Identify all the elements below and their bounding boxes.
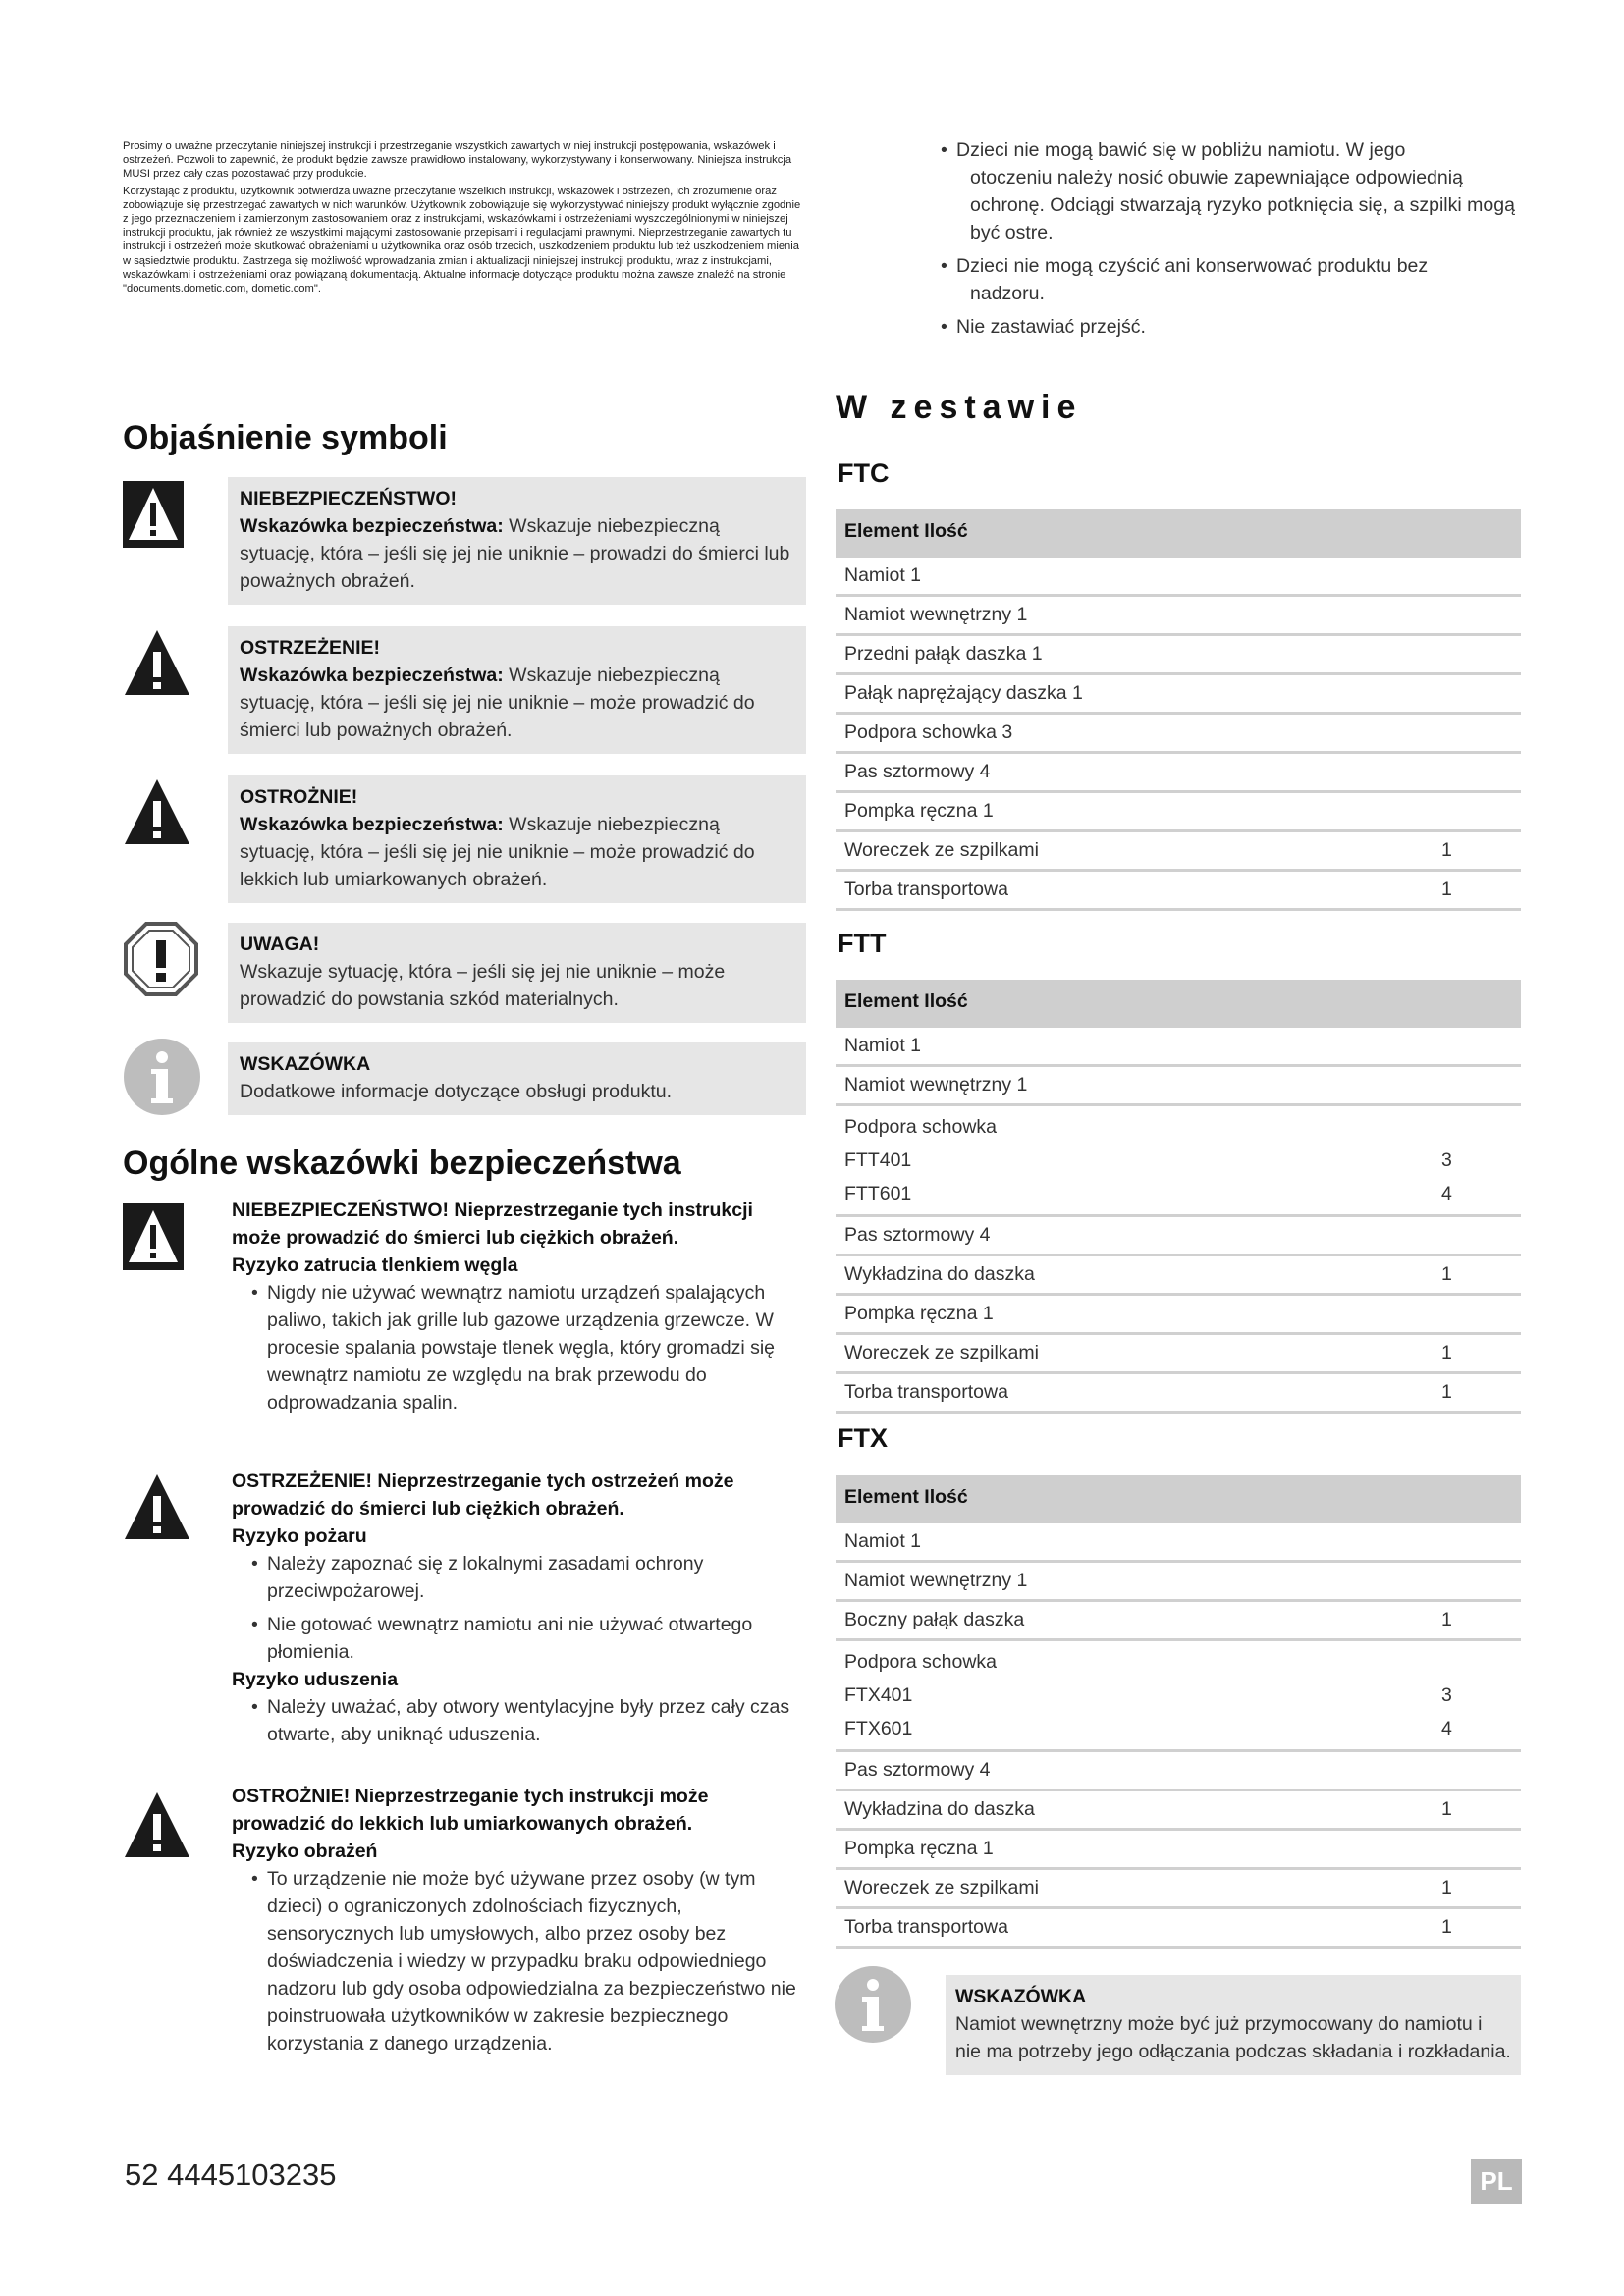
item-variant: FTT401 bbox=[844, 1148, 912, 1171]
item-name: Pałąk naprężający daszka 1 bbox=[836, 673, 1433, 713]
item-qty: 3 bbox=[1441, 1148, 1452, 1171]
item-name: Pompka ręczna 1 bbox=[836, 1829, 1433, 1868]
table-row bbox=[836, 1639, 1521, 1750]
item-qty-group bbox=[1433, 1104, 1521, 1215]
item-name: Przedni pałąk daszka 1 bbox=[836, 634, 1433, 673]
ftt-table-header: Element Ilość bbox=[836, 980, 1521, 1026]
info-symbol-box bbox=[228, 1042, 806, 1115]
warning-title: OSTRZEŻENIE! bbox=[240, 637, 381, 659]
table-row bbox=[836, 1868, 1521, 1907]
ftx-table-header: Element Ilość bbox=[836, 1475, 1521, 1522]
item-qty: 3 bbox=[1441, 1683, 1452, 1706]
notice-text: Wskazuje sytuację, która – jeśli się jej nie uniknie – może prowadzić do powstania szkód materialnych. bbox=[240, 961, 726, 1010]
warning-text: Wskazuje niebezpieczną sytuację, która – jeśli się jej nie uniknie – może prowadzić do śmierci lub poważnych obrażeń. bbox=[240, 665, 755, 741]
contents-heading: W zestawie bbox=[836, 389, 1083, 426]
item-qty bbox=[1433, 1065, 1521, 1104]
notice-octagon-icon bbox=[123, 921, 199, 997]
table-row bbox=[836, 1372, 1521, 1412]
caution-text: Wskazuje niebezpieczną sytuację, która – jeśli się jej nie uniknie – może prowadzić do lekkich lub umiarkowanych obrażeń. bbox=[240, 814, 755, 890]
danger-keyword: Wskazówka bezpieczeństwa: bbox=[240, 515, 504, 537]
item-qty bbox=[1433, 673, 1521, 713]
table-row bbox=[836, 1215, 1521, 1255]
item-variant: FTX401 bbox=[844, 1683, 913, 1706]
right-bullet-2-continuation: nadzoru. bbox=[970, 283, 1045, 304]
item-name: Pompka ręczna 1 bbox=[836, 1294, 1433, 1333]
safety-warning-bullet-3: • Należy uważać, aby otwory wentylacyjne były przez cały czas otwarte, aby uniknąć uduszenia. bbox=[232, 1693, 807, 1748]
intro-paragraph-1: Prosimy o uważne przeczytanie niniejszej instrukcji i przestrzeganie wszystkich zawartych w niej instrukcji postępowania, wskazówek i ostrzeżeń. Pozwoli to zapewnić, że produkt będzie zawsze prawidłowo instalowany, wykorzystywany i konserwowany. Niniejsza instrukcja MUSI przez cały czas pozostawać przy produkcie. bbox=[123, 140, 792, 181]
ftc-table bbox=[836, 509, 1521, 911]
right-bullet-2-first-line: Dzieci nie mogą czyścić ani konserwować produktu bez bbox=[956, 255, 1429, 277]
item-variant: FTT601 bbox=[844, 1182, 912, 1204]
info-text: Dodatkowe informacje dotyczące obsługi produktu. bbox=[240, 1081, 673, 1102]
page-number: 52 4445103235 bbox=[125, 2158, 337, 2192]
table-row bbox=[836, 556, 1521, 595]
table-row bbox=[836, 1026, 1521, 1065]
item-qty bbox=[1433, 1561, 1521, 1600]
table-row bbox=[836, 634, 1521, 673]
notice-symbol-box bbox=[228, 923, 806, 1023]
caution-triangle-icon bbox=[123, 1790, 191, 1859]
item-qty bbox=[1433, 595, 1521, 634]
symbols-heading: Objaśnienie symboli bbox=[123, 419, 448, 456]
table-row bbox=[836, 870, 1521, 909]
safety-warning-bullet-2: • Nie gotować wewnątrz namiotu ani nie używać otwartego płomienia. bbox=[232, 1611, 807, 1666]
notice-title: UWAGA! bbox=[240, 934, 320, 955]
item-qty bbox=[1433, 556, 1521, 595]
safety-danger-subheading: Ryzyko zatrucia tlenkiem węgla bbox=[232, 1255, 518, 1276]
item-qty-group bbox=[1433, 1639, 1521, 1750]
item-qty: 1 bbox=[1433, 1789, 1521, 1829]
item-name: Torba transportowa bbox=[836, 1907, 1433, 1947]
safety-warning-heading: OSTRZEŻENIE! Nieprzestrzeganie tych ostrzeżeń może prowadzić do śmierci lub ciężkich obrażeń. bbox=[232, 1470, 734, 1520]
ftx-table bbox=[836, 1475, 1521, 1949]
item-qty bbox=[1433, 713, 1521, 752]
intro-paragraph-2: Korzystając z produktu, użytkownik potwierdza uważne przeczytanie wszelkich instrukcji, wskazówek i ostrzeżeń, ich zrozumienie oraz zobowiązuje się przestrzegać zawartych w nich warunków. Użytkownik zobowiązuje się wykorzystywać niniejszy produkt wyłącznie zgodnie z jego przeznaczeniem i zamierzonym zastosowaniem oraz z instrukcjami, wskazówkami i ostrzeżeniami wyszczególnionymi w niniejszej instrukcji produktu, jak również ze wszystkimi mającymi zastosowanie przepisami i regulacjami prawnymi. Nieprzestrzeganie zawartych tu instrukcji i ostrzeżeń może skutkować obrażeniami u użytkownika oraz osób trzecich, uszkodzeniem produktu lub też uszkodzeniem mienia w sąsiedztwie produktu. Zastrzega się możliwość wprowadzania zmian i aktualizacji niniejszej instrukcji produktu, wraz z instrukcjami, wskazówkami i ostrzeżeniami oraz powiązaną dokumentacją. Aktualne informacje dotyczące produktu można zawsze znaleźć na stronie "documents.dometic.com, dometic.com". bbox=[123, 185, 801, 295]
danger-triangle-icon bbox=[123, 1203, 184, 1270]
item-name: Namiot 1 bbox=[836, 1522, 1433, 1561]
info-icon bbox=[834, 1965, 912, 2044]
item-qty: 1 bbox=[1433, 830, 1521, 870]
safety-heading: Ogólne wskazówki bezpieczeństwa bbox=[123, 1145, 681, 1182]
right-bullets bbox=[941, 136, 1525, 347]
item-name: Woreczek ze szpilkami bbox=[836, 830, 1433, 870]
note-box bbox=[946, 1975, 1521, 2075]
safety-caution-block bbox=[232, 1783, 807, 2057]
item-qty bbox=[1433, 752, 1521, 791]
item-name: Pompka ręczna 1 bbox=[836, 791, 1433, 830]
ftc-title: FTC bbox=[838, 458, 890, 488]
ftc-table-header: Element Ilość bbox=[836, 509, 1521, 556]
item-name: Wykładzina do daszka bbox=[836, 1255, 1433, 1294]
safety-warning-subheading-suffocation: Ryzyko uduszenia bbox=[232, 1669, 399, 1690]
item-name: Namiot wewnętrzny 1 bbox=[836, 1065, 1433, 1104]
item-qty bbox=[1433, 634, 1521, 673]
caution-triangle-icon bbox=[123, 777, 191, 846]
intro-text bbox=[123, 139, 805, 298]
item-name: Namiot 1 bbox=[836, 1026, 1433, 1065]
item-variant: FTX601 bbox=[844, 1717, 913, 1739]
language-badge: PL bbox=[1471, 2159, 1522, 2204]
right-bullet-2 bbox=[941, 252, 1525, 307]
table-row bbox=[836, 1065, 1521, 1104]
item-qty: 4 bbox=[1441, 1182, 1452, 1204]
table-row bbox=[836, 1750, 1521, 1789]
item-qty bbox=[1433, 1829, 1521, 1868]
item-name-group bbox=[836, 1639, 1433, 1750]
item-qty bbox=[1433, 791, 1521, 830]
item-name: Namiot wewnętrzny 1 bbox=[836, 1561, 1433, 1600]
item-name: Podpora schowka bbox=[844, 1115, 998, 1138]
table-row bbox=[836, 1561, 1521, 1600]
item-name: Pas sztormowy 4 bbox=[836, 1215, 1433, 1255]
table-row bbox=[836, 595, 1521, 634]
item-qty bbox=[1433, 1522, 1521, 1561]
item-qty bbox=[1433, 1026, 1521, 1065]
item-name: Pas sztormowy 4 bbox=[836, 752, 1433, 791]
table-row bbox=[836, 1600, 1521, 1639]
table-row bbox=[836, 713, 1521, 752]
item-name: Namiot wewnętrzny 1 bbox=[836, 595, 1433, 634]
table-row bbox=[836, 1255, 1521, 1294]
danger-title: NIEBEZPIECZEŃSTWO! bbox=[240, 488, 458, 509]
warning-keyword: Wskazówka bezpieczeństwa: bbox=[240, 665, 504, 686]
item-qty: 1 bbox=[1433, 1372, 1521, 1412]
item-name: Boczny pałąk daszka bbox=[836, 1600, 1433, 1639]
item-qty: 1 bbox=[1433, 1868, 1521, 1907]
right-bullet-1-first-line: Dzieci nie mogą bawić się w pobliżu namiotu. W jego bbox=[956, 139, 1406, 161]
safety-caution-heading: OSTROŻNIE! Nieprzestrzeganie tych instrukcji może prowadzić do lekkich lub umiarkowanych obrażeń. bbox=[232, 1786, 709, 1835]
item-qty bbox=[1433, 1750, 1521, 1789]
warning-triangle-icon bbox=[123, 1472, 191, 1541]
table-row bbox=[836, 791, 1521, 830]
caution-keyword: Wskazówka bezpieczeństwa: bbox=[240, 814, 504, 835]
safety-danger-bullet: • Nigdy nie używać wewnątrz namiotu urządzeń spalających paliwo, takich jak grille lub gazowe urządzenia grzewcze. W procesie spalania powstaje tlenek węgla, który gromadzi się wewnątrz namiotu ze względu na brak przewodu do odprowadzania spalin. bbox=[232, 1279, 807, 1416]
info-icon bbox=[123, 1038, 201, 1116]
safety-danger-block bbox=[232, 1197, 807, 1416]
item-qty: 4 bbox=[1441, 1717, 1452, 1739]
table-row bbox=[836, 1789, 1521, 1829]
item-qty bbox=[1433, 1215, 1521, 1255]
item-qty: 1 bbox=[1433, 1600, 1521, 1639]
right-bullet-3: • Nie zastawiać przejść. bbox=[941, 313, 1525, 341]
warning-triangle-icon bbox=[123, 628, 191, 697]
table-row bbox=[836, 1907, 1521, 1947]
table-row bbox=[836, 1522, 1521, 1561]
item-name: Woreczek ze szpilkami bbox=[836, 1333, 1433, 1372]
item-name: Namiot 1 bbox=[836, 556, 1433, 595]
ftt-title: FTT bbox=[838, 929, 887, 958]
item-name: Wykładzina do daszka bbox=[836, 1789, 1433, 1829]
item-name: Torba transportowa bbox=[836, 1372, 1433, 1412]
item-qty: 1 bbox=[1433, 1333, 1521, 1372]
item-name: Podpora schowka 3 bbox=[836, 713, 1433, 752]
item-name: Podpora schowka bbox=[844, 1650, 998, 1673]
safety-warning-block bbox=[232, 1468, 807, 1748]
item-name: Woreczek ze szpilkami bbox=[836, 1868, 1433, 1907]
warning-symbol-box bbox=[228, 626, 806, 754]
item-name-group bbox=[836, 1104, 1433, 1215]
danger-symbol-box bbox=[228, 477, 806, 605]
info-title: WSKAZÓWKA bbox=[240, 1053, 371, 1075]
ftx-title: FTX bbox=[838, 1423, 888, 1453]
table-row bbox=[836, 1333, 1521, 1372]
safety-danger-heading: NIEBEZPIECZEŃSTWO! Nieprzestrzeganie tych instrukcji może prowadzić do śmierci lub ciężkich obrażeń. bbox=[232, 1200, 753, 1249]
note-text: Namiot wewnętrzny może być już przymocowany do namiotu i nie ma potrzeby jego odłączania podczas składania i rozkładania. bbox=[955, 2013, 1511, 2062]
safety-warning-bullet-1: • Należy zapoznać się z lokalnymi zasadami ochrony przeciwpożarowej. bbox=[232, 1550, 807, 1605]
table-row bbox=[836, 752, 1521, 791]
caution-title: OSTROŻNIE! bbox=[240, 786, 358, 808]
table-row bbox=[836, 830, 1521, 870]
note-title: WSKAZÓWKA bbox=[955, 1986, 1087, 2007]
caution-symbol-box bbox=[228, 775, 806, 903]
danger-text: Wskazuje niebezpieczną sytuację, która – jeśli się jej nie uniknie – prowadzi do śmierci lub poważnych obrażeń. bbox=[240, 515, 790, 592]
danger-triangle-icon bbox=[123, 481, 184, 548]
right-bullet-1-continuation: otoczeniu należy nosić obuwie zapewniające odpowiednią ochronę. Odciągi stwarzają ryzyko potknięcia się, a szpilki mogą być ostre. bbox=[970, 167, 1515, 243]
item-qty: 1 bbox=[1433, 1255, 1521, 1294]
ftt-table bbox=[836, 980, 1521, 1414]
table-row bbox=[836, 673, 1521, 713]
safety-caution-bullet: • To urządzenie nie może być używane przez osoby (w tym dzieci) o ograniczonych zdolnościach fizycznych, sensorycznych lub umysłowych, albo przez osoby bez doświadczenia i wiedzy w przypadku braku odpowiedniego nadzoru lub gdy osoba odpowiedzialna za bezpieczeństwo nie poinstruowała użytkowników w zakresie bezpiecznego korzystania z danego urządzenia. bbox=[232, 1865, 807, 2057]
table-row bbox=[836, 1294, 1521, 1333]
item-qty: 1 bbox=[1433, 870, 1521, 909]
safety-caution-subheading: Ryzyko obrażeń bbox=[232, 1841, 378, 1862]
item-qty bbox=[1433, 1294, 1521, 1333]
item-name: Torba transportowa bbox=[836, 870, 1433, 909]
safety-warning-subheading-fire: Ryzyko pożaru bbox=[232, 1525, 367, 1547]
right-bullet-1 bbox=[941, 136, 1525, 246]
item-name: Pas sztormowy 4 bbox=[836, 1750, 1433, 1789]
item-qty: 1 bbox=[1433, 1907, 1521, 1947]
table-row bbox=[836, 1829, 1521, 1868]
table-row bbox=[836, 1104, 1521, 1215]
